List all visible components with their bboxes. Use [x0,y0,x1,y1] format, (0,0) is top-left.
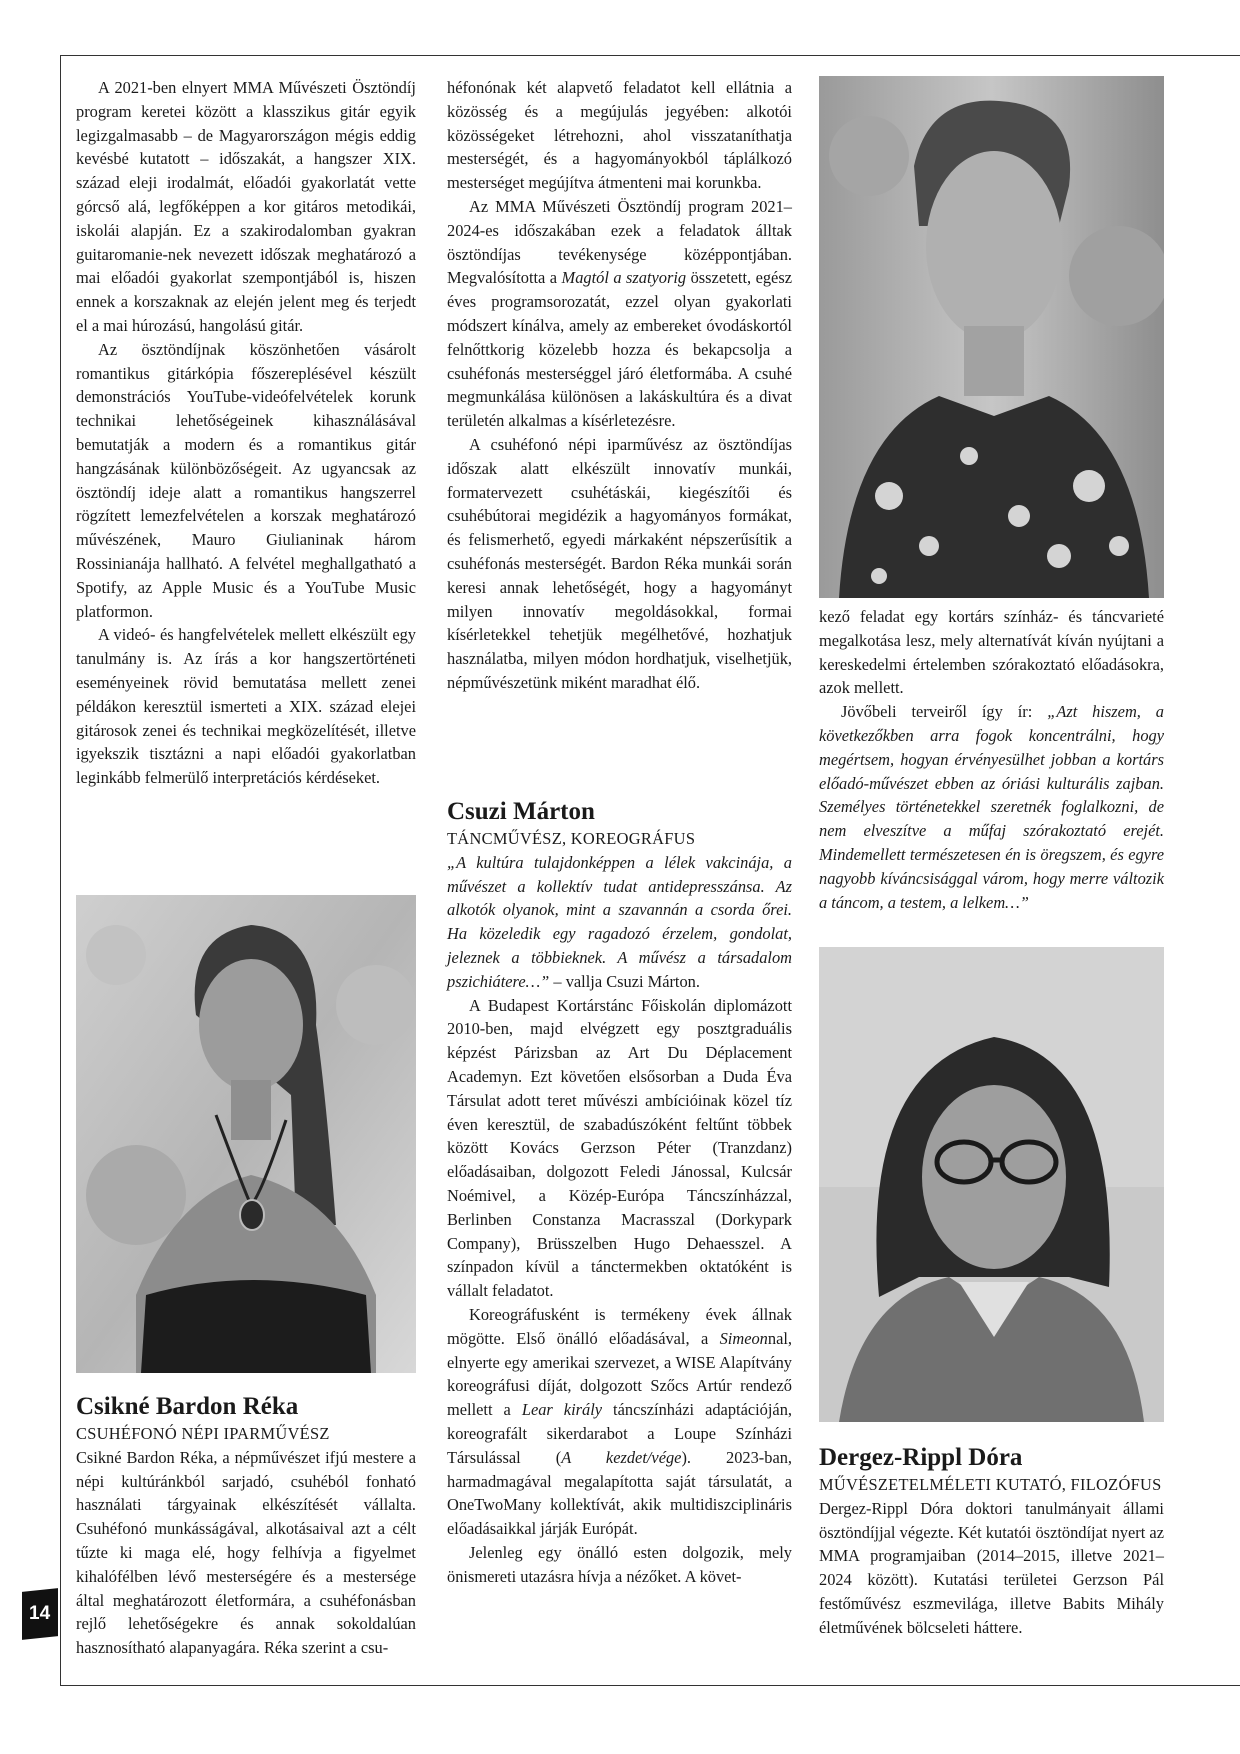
page-number-badge [22,1588,58,1640]
portrait-woman-icon [76,895,416,1373]
paragraph: A Budapest Kortárstánc Főiskolán diplomázott 2010-ben, majd elvégzett egy posztgraduális képzést Párizsban az Art Du Déplacement Academyn. Ezt követően elsősorban a Duda Éva Társulat adott teret művészi ambícióinak közel tíz éven keresztül, de szabadúszóként feltűnt többek között Kovács Gerzson Péter (Tranzdanz) előadásaiban, dolgozott Feledi Jánossal, Kulcsár Noémivel, a Közép-Európa Táncszínházzal, Berlinben Constanza Macrasszal (Dorkypark Company), Brüsszelben Hugo Dehaesszel. A színpadon kívül a tánctermekben oktatóként is vállalt feladatot. [447,995,792,1301]
paragraph: Az ösztöndíjnak köszönhetően vásárolt romantikus gitárkópia főszereplésével készült demonstrációs YouTube-videófelvételek korunk technikai lehetőségeinek kihasználásával bemutatják a modern és a romantikus gitár hangzásának különbözőségeit. Az ugyancsak az ösztöndíj ideje alatt a romantikus hangszerrel rögzített lemezfelvételen a korszak meghatározó művészének, Mauro Giulianinak három Rossinianája hallható. A felvétel meghallgatható a Spotify, az Apple Music és a YouTube Music platformon. [76,339,416,621]
paragraph: A videó- és hangfelvételek mellett elkészült egy tanulmány is. Az írás a kor hangszertörténeti eseményeinek rövid bemutatása mellett zenei példákon keresztül ismerteti a XIX. század elejei gitárosok zenei és technikai megközelítését, illetve igyekszik tisztázni a napi előadói gyakorlatban leginkább felmerülő interpretációs kérdéseket. [76,625,416,788]
person-role: CSUHÉFONÓ NÉPI IPARMŰVÉSZ [76,1424,330,1443]
text-run: ). 2023-ban, harmadmagával megalapította saját társulatát, a OneTwoMany kollektívát, akik multidiszciplináris előadásaikkal járják Európát. [447,1447,793,1539]
paragraph: Jelenleg egy önálló esten dolgozik, mely önismereti utazásra hívja a nézőket. A követ- [447,1542,792,1586]
quote-paragraph [447,851,792,994]
portrait-man-icon [819,76,1164,598]
paragraph: Dergez-Rippl Dóra doktori tanulmányait állami ösztöndíjjal végezte. Két kutatói ösztöndíjat nyert az MMA programjaiban (2014–2015, illetve 2021–2024 között). Kutatási területei Gerzson Pál festőművész eszmevilága, illetve Babits Mihály életművének bölcseleti háttere. [819,1498,1164,1637]
top-rule [60,55,1240,56]
title-italic: Lear király [521,1400,603,1420]
title-italic: Magtól a szatyorig [561,268,687,288]
paragraph [447,195,792,433]
paragraph [447,1303,792,1541]
text-run: Az MMA Művészeti Ösztöndíj program 2021–2024-es időszakában ezek a feladatok álltak ösztöndíjas tevékenysége középpontjában. Megvalósította a [447,196,792,288]
person-name: Csikné Bardon Réka [76,1393,299,1420]
portrait-woman-glasses-icon [819,947,1164,1422]
photo-csuzi-marton [819,76,1164,598]
text-run: Jövőbeli terveiről így ír: [841,702,1048,722]
quote: „Azt hiszem, a következőkben arra fogok koncentrálni, hogy megértsem, hogyan érvényesülhet jobban a kortárs előadó-művészet ebben az óriási kulturális zajban. Személyes történetekkel szeretnék foglalkozni, de nem elveszítve a műfaj szórakoztató erejét. Mindemellett természetesen én is öregszem, és egyre nagyobb kíváncsisággal várom, hogy merre változik a táncom, a testem, a lelkem…” [819,702,1164,912]
paragraph: Csikné Bardon Réka, a népművészet ifjú mestere a népi kultúránkból sarjadó, csuhéból fonható használati tárgyainak elkészítését vállalta. Csuhéfonó munkásságával, alkotásaival azt a célt tűzte ki maga elé, hogy felhívja a figyelmet kihalófélben lévő mesterségére és a mestersége által meghatározott életformára, a csuhéfonásban rejlő lehetőségekre és annak sokoldalúan hasznosítható alapanyagára. Réka szerint a csu- [76,1447,416,1658]
column-2-text [447,76,792,695]
person-role: MŰVÉSZETELMÉLETI KUTATÓ, FILOZÓFUS [819,1475,1162,1494]
page-number: 14 [29,1603,51,1625]
text-run: nal, elnyerte egy amerikai szervezet, a WISE Alapítvány koreográfusi díját, dolgozott Szőcs Artúr rendező mellett a [447,1328,792,1420]
photo-csikne-bardon-reka [76,895,416,1373]
paragraph [819,700,1164,914]
profile-csuzi-marton [447,797,792,1589]
person-role: TÁNCMŰVÉSZ, KOREOGRÁFUS [447,829,696,848]
title-italic: A kezdet/vége [561,1447,682,1467]
left-rule [60,55,61,1685]
quote-attribution: – vallja Csuzi Márton. [549,971,700,991]
person-name: Csuzi Márton [447,798,595,825]
photo-dergez-rippl-dora [819,947,1164,1422]
bottom-rule [60,1685,1240,1686]
quote: „A kultúra tulajdonképpen a lélek vakcinája, a művészet a kollektív tudat antidepresszánsa. Az alkotók olyanok, mint a szavannán a csorda őrei. Ha közeledik egy ragadozó érzelem, gondolat, jeleznek a többieknek. A művész a társadalom pszichiátere…” [447,852,792,991]
profile-csikne-bardon-reka [76,1392,416,1660]
text-run: Koreográfusként is termékeny évek állnak mögötte. Első önálló előadásával, a [447,1304,792,1348]
text-run: összetett, egész éves programsorozatát, ezzel olyan gyakorlati módszert kínálva, amely az embereket óvodáskortól felnőttkorig közelebb hozza és bekapcsolja a csuhéfonás mesterséggel járó életformába. A csuhé megmunkálása különösen a lakáskultúra és a divat területén alkalmas a kísérletezésre. [447,268,792,431]
title-italic: Simeon [719,1328,768,1348]
person-name: Dergez-Rippl Dóra [819,1444,1023,1471]
text-run: táncszínházi adaptációján, koreografált sikerdarabot a Loupe Színházi Társulással ( [447,1400,792,1467]
column-3-text [819,605,1164,914]
paragraph: A csuhéfonó népi iparművész az ösztöndíjas időszak alatt elkészült innovatív munkái, formatervezett csuhétáskái, kiegészítői és csuhébútorai megidézik a hagyományos formákat, és felismerhető, egyedi márkaként népszerűsítik a csuhéfonás mesterségét. Bardon Réka munkái során keresi annak lehetőségét, hogy a hagyományt milyen innovatív megoldásokkal, formai kísérletekkel tehetjük megélhetővé, hozhatjuk használatba, milyen módon hordhatjuk, viselhetjük, népművészetünk miként maradhat élő. [447,434,792,692]
paragraph: héfonónak két alapvető feladatot kell ellátnia a közösség és a megújulás jegyében: alkotói közösségeket létrehozni, ahol visszataníthatja mesterségét, és a hagyományokból táplálkozó mesterséget megújítva átmenteni mai korunkba. [447,78,792,193]
paragraph: A 2021-ben elnyert MMA Művészeti Ösztöndíj program keretei között a klasszikus gitár egyik legizgalmasabb – de Magyarországon mégis eddig kevésbé kutatott – időszakát, a hangszer XIX. század eleji irodalmát, előadói gyakorlatát vette górcső alá, legfőképpen a kor gitáros metodikái, iskolái alapján. Ez a szakirodalomban gyakran guitaromanie-nek nevezett időszak meghatározó a mai előadói gyakorlat szempontjából is, hiszen ennek a korszaknak az elején jelent meg és terjedt el a mai húrozású, hangolású gitár. [76,78,416,335]
profile-dergez-rippl-dora [819,1443,1164,1640]
column-1-text [76,76,416,790]
paragraph: kező feladat egy kortárs színház- és táncvarieté megalkotása lesz, mely alternatívát kíván nyújtani a kereskedelmi értelemben szórakoztató előadásokra, azok mellett. [819,607,1164,698]
